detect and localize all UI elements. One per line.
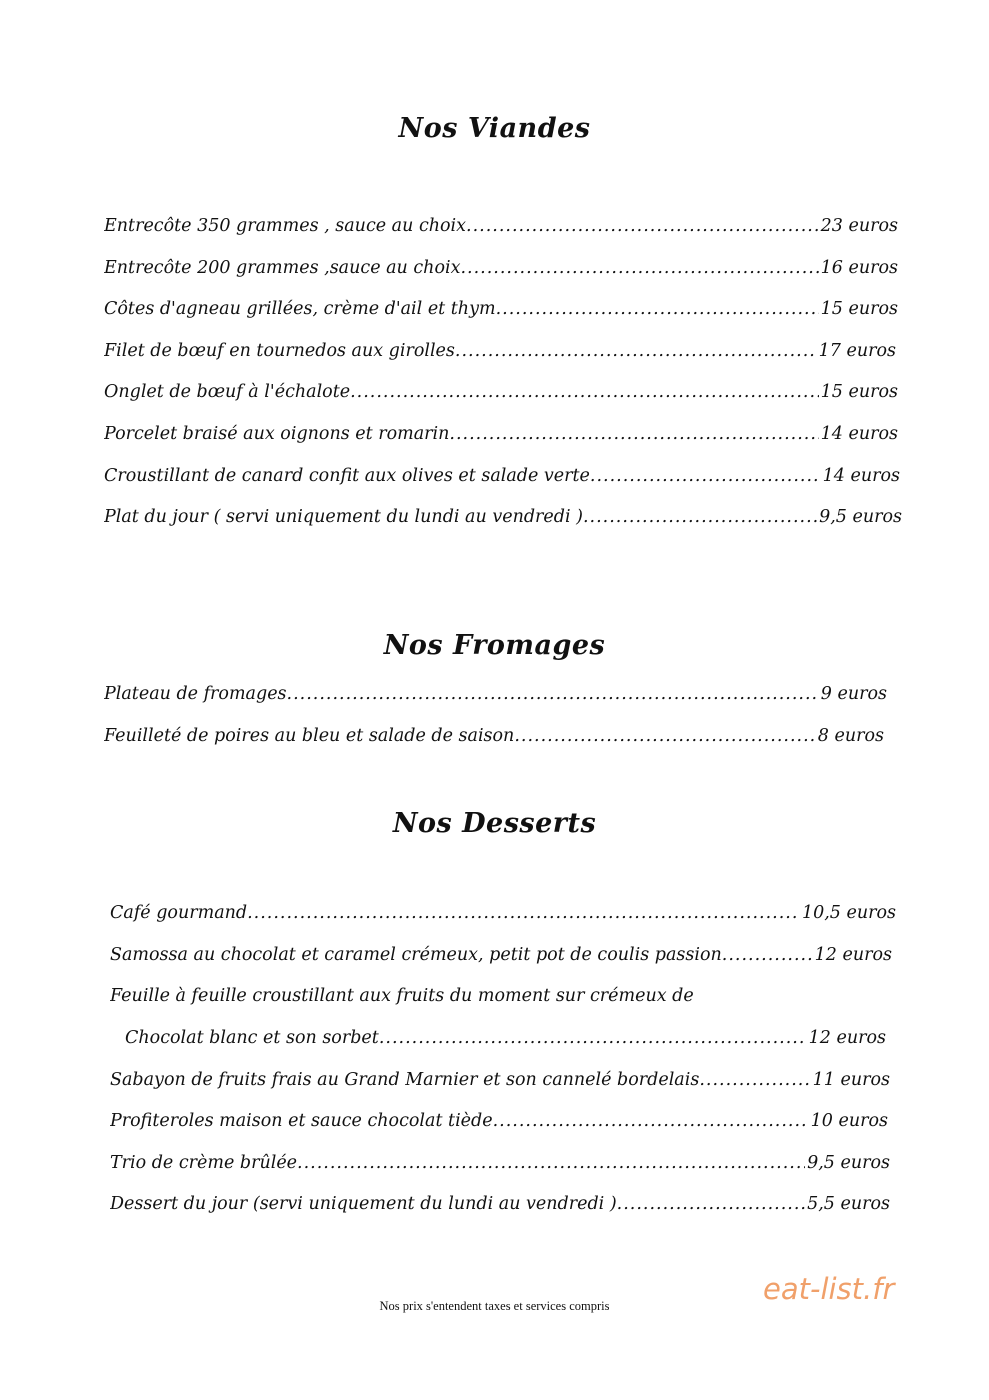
menu-item-name: Porcelet braisé aux oignons et romarin	[104, 424, 450, 444]
dot-leader	[617, 1191, 805, 1217]
dot-leader	[590, 463, 821, 489]
menu-item	[110, 942, 892, 968]
menu-item	[110, 1191, 890, 1217]
menu-item-price: 5,5 euros	[807, 1194, 890, 1214]
dot-leader	[287, 681, 819, 707]
dot-leader	[449, 421, 818, 447]
menu-item	[104, 379, 898, 405]
menu-item-price: 10 euros	[810, 1111, 888, 1131]
menu-item-name: Chocolat blanc et son sorbet	[125, 1028, 379, 1048]
menu-item	[110, 900, 896, 926]
menu-item	[104, 681, 887, 707]
menu-item	[104, 421, 898, 447]
menu-item-name: Onglet de bœuf à l'échalote	[104, 382, 351, 402]
menu-item-price: 9,5 euros	[807, 1153, 890, 1173]
menu-item	[104, 213, 898, 239]
section-title-viandes: Nos Viandes	[398, 113, 591, 144]
menu-item	[104, 296, 898, 322]
footer-note: Nos prix s'entendent taxes et services compris	[379, 1299, 610, 1313]
dot-leader	[699, 1067, 810, 1093]
menu-item-price: 15 euros	[820, 299, 898, 319]
dot-leader	[247, 900, 800, 926]
menu-item-name: Feuille à feuille croustillant aux fruits du moment sur crémeux de	[110, 986, 694, 1006]
menu-item-name: Samossa au chocolat et caramel crémeux, petit pot de coulis passion	[110, 945, 722, 965]
dot-leader	[379, 1025, 807, 1051]
menu-item	[110, 983, 890, 1009]
menu-item	[104, 504, 902, 530]
menu-item-name: Filet de bœuf en tournedos aux girolles	[104, 341, 455, 361]
menu-item	[104, 723, 884, 749]
menu-item	[110, 1108, 888, 1134]
menu-item-price: 14 euros	[822, 466, 900, 486]
menu-item-name: Entrecôte 350 grammes , sauce au choix	[104, 216, 467, 236]
menu-item-price: 23 euros	[820, 216, 898, 236]
menu-item	[110, 1067, 890, 1093]
menu-item-name: Sabayon de fruits frais au Grand Marnier et son cannelé bordelais	[110, 1070, 700, 1090]
menu-item-price: 14 euros	[820, 424, 898, 444]
menu-item-name: Plat du jour ( servi uniquement du lundi au vendredi )	[104, 507, 583, 527]
dot-leader	[514, 723, 815, 749]
menu-item	[104, 463, 900, 489]
menu-item-price: 11 euros	[812, 1070, 890, 1090]
menu-item-name: Dessert du jour (servi uniquement du lundi au vendredi )	[110, 1194, 617, 1214]
menu-item-price: 12 euros	[814, 945, 892, 965]
menu-item	[125, 1025, 886, 1051]
menu-item-price: 15 euros	[820, 382, 898, 402]
menu-item-price: 8 euros	[817, 726, 884, 746]
dot-leader	[466, 213, 819, 239]
menu-item	[104, 255, 898, 281]
menu-item-price: 16 euros	[820, 258, 898, 278]
menu-item-price: 9 euros	[820, 684, 887, 704]
menu-item-price: 12 euros	[808, 1028, 886, 1048]
menu-item-name: Croustillant de canard confit aux olives et salade verte	[104, 466, 590, 486]
dot-leader	[496, 296, 819, 322]
menu-item-price: 17 euros	[818, 341, 896, 361]
section-title-desserts: Nos Desserts	[392, 808, 597, 839]
menu-item-name: Plateau de fromages	[104, 684, 287, 704]
dot-leader	[493, 1108, 809, 1134]
menu-item-name: Trio de crème brûlée	[110, 1153, 298, 1173]
watermark-logo: eat-list.fr	[763, 1272, 895, 1306]
dot-leader	[583, 504, 817, 530]
menu-item	[104, 338, 896, 364]
dot-leader	[722, 942, 813, 968]
menu-item-price: 9,5 euros	[819, 507, 902, 527]
menu-item-name: Côtes d'agneau grillées, crème d'ail et thym	[104, 299, 496, 319]
dot-leader	[455, 338, 817, 364]
menu-item-name: Café gourmand	[110, 903, 248, 923]
dot-leader	[297, 1150, 805, 1176]
section-title-fromages: Nos Fromages	[383, 630, 606, 661]
menu-item-name: Feuilleté de poires au bleu et salade de saison	[104, 726, 515, 746]
menu-item-name: Entrecôte 200 grammes ,sauce au choix	[104, 258, 461, 278]
menu-item	[110, 1150, 890, 1176]
menu-item-name: Profiteroles maison et sauce chocolat tiède	[110, 1111, 493, 1131]
menu-item-price: 10,5 euros	[801, 903, 896, 923]
dot-leader	[350, 379, 819, 405]
dot-leader	[460, 255, 818, 281]
